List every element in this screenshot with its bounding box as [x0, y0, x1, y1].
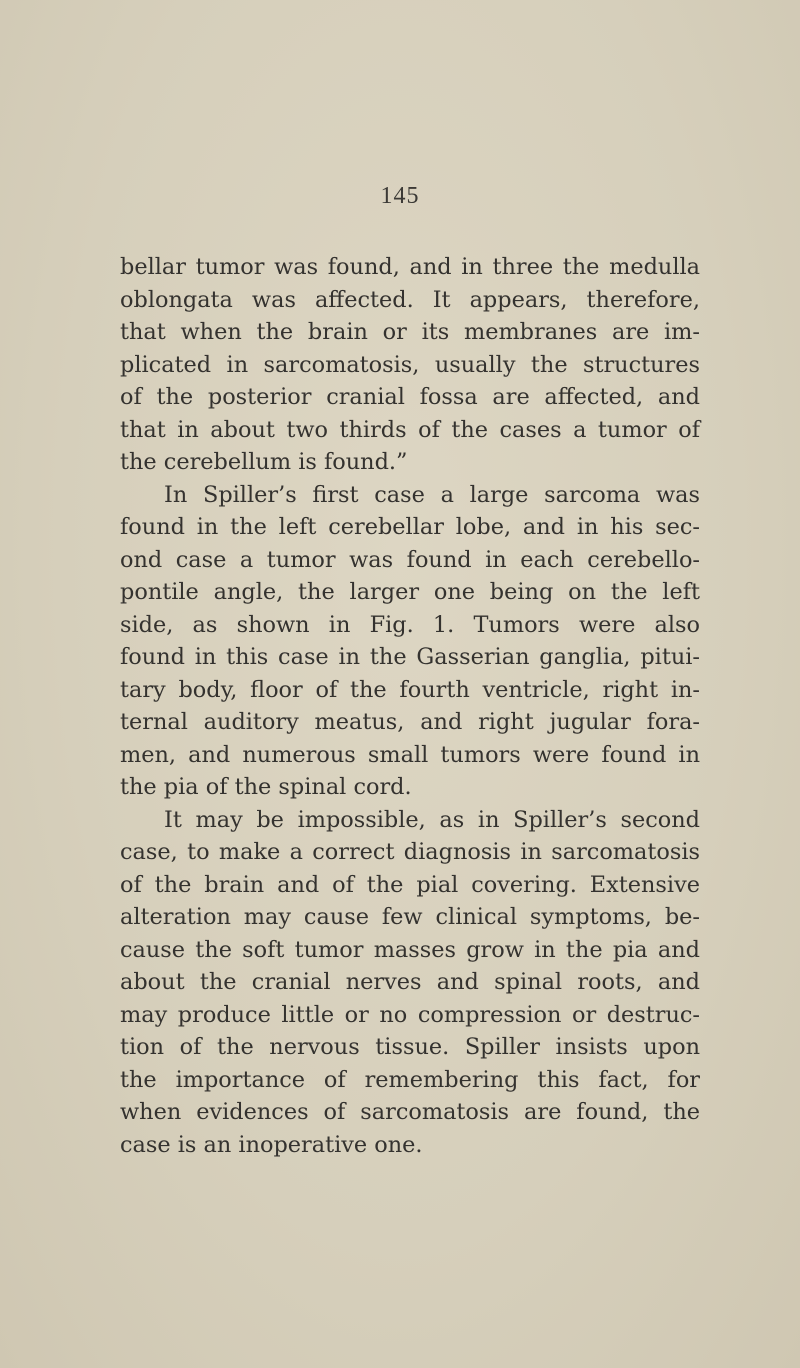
text-line: case, to make a correct diagnosis in sarcomatosis [120, 839, 700, 865]
text-line: tion of the nervous tissue. Spiller insists upon [120, 1034, 700, 1060]
text-line: plicated in sarcomatosis, usually the structures [120, 351, 700, 378]
text-line: the pia of the spinal cord. [120, 774, 412, 800]
text-line: cause the soft tumor masses grow in the pia and [120, 936, 700, 963]
text-line: It may be impossible, as in Spiller’s second [164, 806, 700, 833]
page-number: 145 [380, 183, 420, 209]
text-line: the cerebellum is found.” [120, 449, 408, 475]
text-line: oblongata was affected. It appears, therefore, [120, 286, 700, 313]
text-line: about the cranial nerves and spinal roots, and [120, 969, 700, 995]
paragraph [120, 804, 700, 1162]
text-line: may produce little or no compression or destruc- [120, 1001, 700, 1028]
text-line: case is an inoperative one. [120, 1131, 423, 1158]
body-text [120, 251, 700, 1161]
text-line: In Spiller’s first case a large sarcoma was [164, 481, 700, 508]
text-line: of the posterior cranial fossa are affected, and [120, 384, 700, 410]
text-line: the importance of remembering this fact, for [120, 1066, 700, 1093]
paragraph [120, 251, 700, 479]
text-line: pontile angle, the larger one being on the left [120, 579, 700, 605]
text-line: men, and numerous small tumors were found in [120, 741, 700, 768]
text-line: ond case a tumor was found in each cerebello- [120, 546, 700, 573]
text-line: when evidences of sarcomatosis are found, the [120, 1099, 700, 1125]
text-line: found in the left cerebellar lobe, and in his sec- [120, 514, 700, 540]
text-line: of the brain and of the pial covering. Extensive [120, 871, 700, 898]
text-line: found in this case in the Gasserian ganglia, pitui- [120, 644, 700, 670]
text-line: side, as shown in Fig. 1. Tumors were also [120, 611, 700, 638]
text-line: alteration may cause few clinical symptoms, be- [120, 904, 700, 930]
text-line: tary body, floor of the fourth ventricle, right in- [120, 676, 700, 703]
text-line: ternal auditory meatus, and right jugular fora- [120, 709, 700, 735]
text-line: that when the brain or its membranes are im- [120, 319, 700, 345]
text-line: bellar tumor was found, and in three the medulla [120, 254, 700, 280]
text-line: that in about two thirds of the cases a tumor of [120, 416, 700, 443]
paragraph [120, 479, 700, 804]
